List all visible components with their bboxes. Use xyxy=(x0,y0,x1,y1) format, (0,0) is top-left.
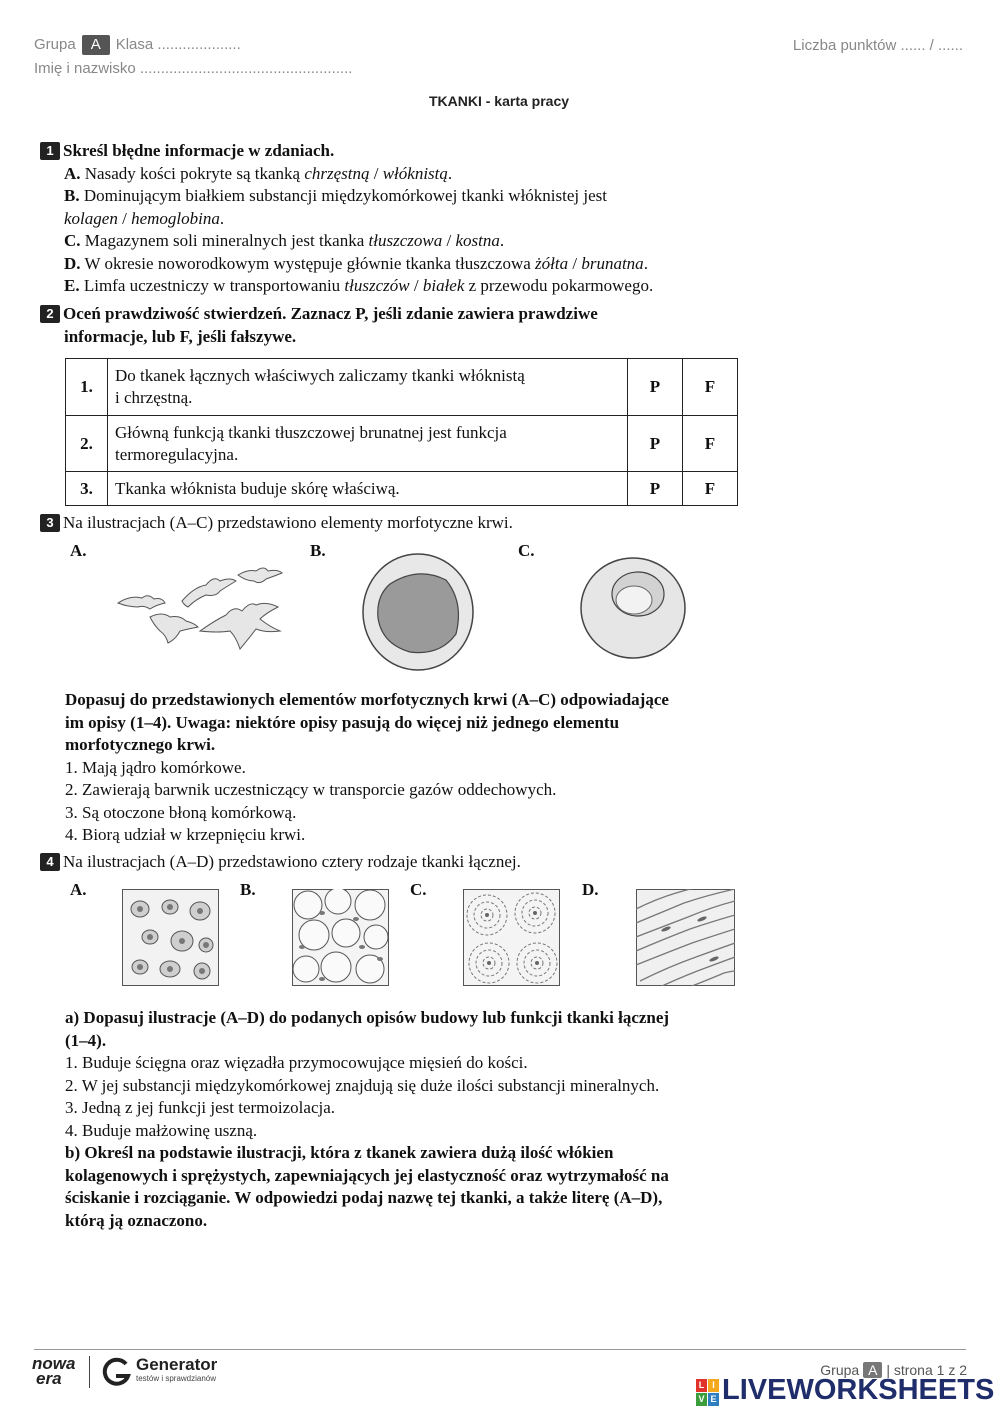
white-blood-cell-illustration xyxy=(360,552,478,672)
liveworksheets-tiles-icon xyxy=(696,1379,720,1407)
group-label: Grupa xyxy=(34,36,76,53)
q3-task-line: Dopasuj do przedstawionych elementów morfotycznych krwi (A–C) odpowiadające xyxy=(65,690,669,709)
list-item: 4. Buduje małżowinę uszną. xyxy=(65,1120,258,1140)
q1-b-text: Dominującym białkiem substancji międzykomórkowej tkanki włóknistej jest xyxy=(83,186,607,205)
q2-prompt-2: informacje, lub F, jeśli fałszywe. xyxy=(64,326,297,346)
row-number: 1. xyxy=(66,359,108,416)
list-item: 2. Zawierają barwnik uczestniczący w transporcie gazów oddechowych. xyxy=(65,780,557,799)
generator-logo xyxy=(136,1356,217,1384)
question-2 xyxy=(40,303,598,348)
adipose-tissue-illustration xyxy=(292,889,389,986)
separator: / xyxy=(413,276,419,295)
platelets-illustration xyxy=(110,565,290,655)
q1-prompt: Skreśl błędne informacje w zdaniach. xyxy=(63,141,335,160)
q4-b-task-line: b) Określ na podstawie ilustracji, która z tkanek zawiera dużą ilość włókien xyxy=(65,1143,614,1162)
fibrous-tissue-illustration xyxy=(636,889,735,986)
tile: E xyxy=(708,1393,719,1406)
bone-tissue-illustration xyxy=(463,889,560,986)
false-option[interactable]: F xyxy=(683,416,738,472)
question-number: 4 xyxy=(40,853,60,871)
footer-divider xyxy=(34,1349,966,1350)
label-b: B. xyxy=(240,880,256,899)
q3-task-line: im opisy (1–4). Uwaga: niektóre opisy pasują do więcej niż jednego elementu xyxy=(65,712,620,732)
q1-e-option1[interactable]: tłuszczów xyxy=(344,276,410,295)
q1-a-end: . xyxy=(447,163,453,183)
question-1 xyxy=(40,140,653,298)
q4-a-task-line: a) Dopasuj ilustracje (A–D) do podanych opisów budowy lub funkcji tkanki łącznej xyxy=(65,1008,670,1027)
row-number: 2. xyxy=(66,416,108,472)
q3-task xyxy=(65,689,669,847)
tile: L xyxy=(696,1379,707,1392)
table-row xyxy=(66,416,738,472)
q1-d-option2[interactable]: brunatna xyxy=(581,253,644,273)
class-label: Klasa .................... xyxy=(115,36,241,53)
label-c: C. xyxy=(518,541,535,560)
q4-b-task-line: którą ją oznaczono. xyxy=(65,1210,208,1230)
q1-e-label: E. xyxy=(64,276,80,295)
group-value: A xyxy=(82,35,110,55)
footer-group-value: A xyxy=(863,1362,882,1378)
statement-line: termoregulacyjna. xyxy=(115,444,239,464)
liveworksheets-brand[interactable]: LIVEWORKSHEETS xyxy=(722,1374,995,1406)
name-label: Imię i nazwisko ................................................... xyxy=(34,60,353,77)
statement-line: Główną funkcją tkanki tłuszczowej brunatnej jest funkcja xyxy=(115,422,507,442)
q1-c-text: Magazynem soli mineralnych jest tkanka xyxy=(84,231,365,250)
statement-line: i chrzęstną. xyxy=(115,388,193,407)
false-option[interactable]: F xyxy=(683,359,738,416)
logo-line: nowa xyxy=(32,1354,76,1373)
list-item: 1. Mają jądro komórkowe. xyxy=(65,757,246,777)
generator-g-icon xyxy=(101,1356,131,1388)
q1-c-option2[interactable]: kostna xyxy=(455,231,500,250)
q3-header xyxy=(40,512,513,535)
q1-e-end: z przewodu pokarmowego. xyxy=(468,276,654,295)
q4-header xyxy=(40,851,521,874)
table-row xyxy=(66,359,738,416)
statement-line: Tkanka włóknista buduje skórę właściwą. xyxy=(115,478,400,498)
q1-b-option2[interactable]: hemoglobina xyxy=(131,208,220,228)
q1-d-option1[interactable]: żółta xyxy=(535,253,569,273)
q4-prompt: Na ilustracjach (A–D) przedstawiono cztery rodzaje tkanki łącznej. xyxy=(63,852,521,871)
header-group xyxy=(34,35,241,55)
q4-b-task-line: kolagenowych i sprężystych, zapewniających jej elastyczność oraz wytrzymałość na xyxy=(65,1165,669,1185)
separator: / xyxy=(373,163,379,183)
q1-d-label: D. xyxy=(64,253,81,273)
question-number: 1 xyxy=(40,142,60,160)
false-option[interactable]: F xyxy=(683,472,738,506)
q4-task xyxy=(65,1007,669,1232)
true-option[interactable]: P xyxy=(628,359,683,416)
q1-c-label: C. xyxy=(64,231,81,250)
q1-a-option1[interactable]: chrzęstną xyxy=(304,163,370,183)
question-number: 2 xyxy=(40,305,60,323)
q1-c-option1[interactable]: tłuszczowa xyxy=(368,231,443,250)
list-item: 3. Są otoczone błoną komórkową. xyxy=(65,802,297,822)
true-false-table xyxy=(65,358,738,506)
true-option[interactable]: P xyxy=(628,416,683,472)
nowa-era-logo xyxy=(32,1356,88,1386)
q4-a-task-line: (1–4). xyxy=(65,1030,107,1050)
q1-d-text: W okresie noworodkowym występuje głównie tkanka tłuszczowa xyxy=(84,253,531,273)
table-row xyxy=(66,472,738,506)
label-b: B. xyxy=(310,541,326,560)
footer-group-label: Grupa xyxy=(820,1362,860,1378)
q3-task-line: morfotycznego krwi. xyxy=(65,735,216,754)
statement xyxy=(108,359,628,416)
logo-line: era xyxy=(36,1369,62,1388)
points-label: Liczba punktów ...... / ...... xyxy=(792,37,963,54)
q2-prompt-1: Oceń prawdziwość stwierdzeń. Zaznacz P, jeśli zdanie zawiera prawdziwe xyxy=(63,304,598,323)
tile: I xyxy=(708,1379,719,1392)
label-c: C. xyxy=(410,880,427,899)
cartilage-tissue-illustration xyxy=(122,889,219,986)
question-number: 3 xyxy=(40,514,60,532)
label-d: D. xyxy=(582,880,599,899)
generator-title: Generator xyxy=(136,1355,218,1374)
list-item: 1. Buduje ścięgna oraz więzadła przymocowujące mięsień do kości. xyxy=(65,1053,528,1072)
separator: / xyxy=(122,208,127,228)
logo-divider xyxy=(89,1356,90,1388)
statement-line: Do tkanek łącznych właściwych zaliczamy tkanki włóknistą xyxy=(115,366,525,385)
q3-prompt: Na ilustracjach (A–C) przedstawiono elementy morfotyczne krwi. xyxy=(63,513,513,532)
q1-b-option1[interactable]: kolagen xyxy=(64,208,118,228)
separator: / xyxy=(446,231,452,250)
q1-a-text: Nasady kości pokryte są tkanką xyxy=(84,163,301,183)
q1-e-option2[interactable]: białek xyxy=(422,276,465,295)
row-number: 3. xyxy=(66,472,108,506)
q1-b-end: . xyxy=(219,208,225,228)
statement xyxy=(108,472,628,506)
page-title: TKANKI - karta pracy xyxy=(428,93,570,109)
q1-d-end: . xyxy=(643,253,648,273)
q1-c-end: . xyxy=(499,231,505,250)
statement xyxy=(108,416,628,472)
q1-a-label: A. xyxy=(64,163,81,183)
true-option[interactable]: P xyxy=(628,472,683,506)
red-blood-cell-illustration xyxy=(578,552,690,662)
q4-b-task-line: ściskanie i rozciąganie. W odpowiedzi podaj nazwę tej tkanki, a także literę (A–D), xyxy=(65,1188,663,1207)
list-item: 2. W jej substancji międzykomórkowej znajdują się duże ilości substancji mineralnych. xyxy=(65,1075,660,1095)
q1-a-option2[interactable]: włóknistą xyxy=(382,163,448,183)
tile: V xyxy=(696,1393,707,1406)
generator-subtitle: testów i sprawdzianów xyxy=(136,1374,217,1383)
separator: / xyxy=(572,253,578,273)
list-item: 4. Biorą udział w krzepnięciu krwi. xyxy=(65,825,306,844)
list-item: 3. Jedną z jej funkcji jest termoizolacja. xyxy=(65,1098,336,1117)
footer-page-number: | strona 1 z 2 xyxy=(886,1362,967,1378)
q1-b-label: B. xyxy=(64,186,80,205)
label-a: A. xyxy=(70,880,87,899)
label-a: A. xyxy=(70,541,87,560)
q1-e-text: Limfa uczestniczy w transportowaniu xyxy=(83,276,341,295)
